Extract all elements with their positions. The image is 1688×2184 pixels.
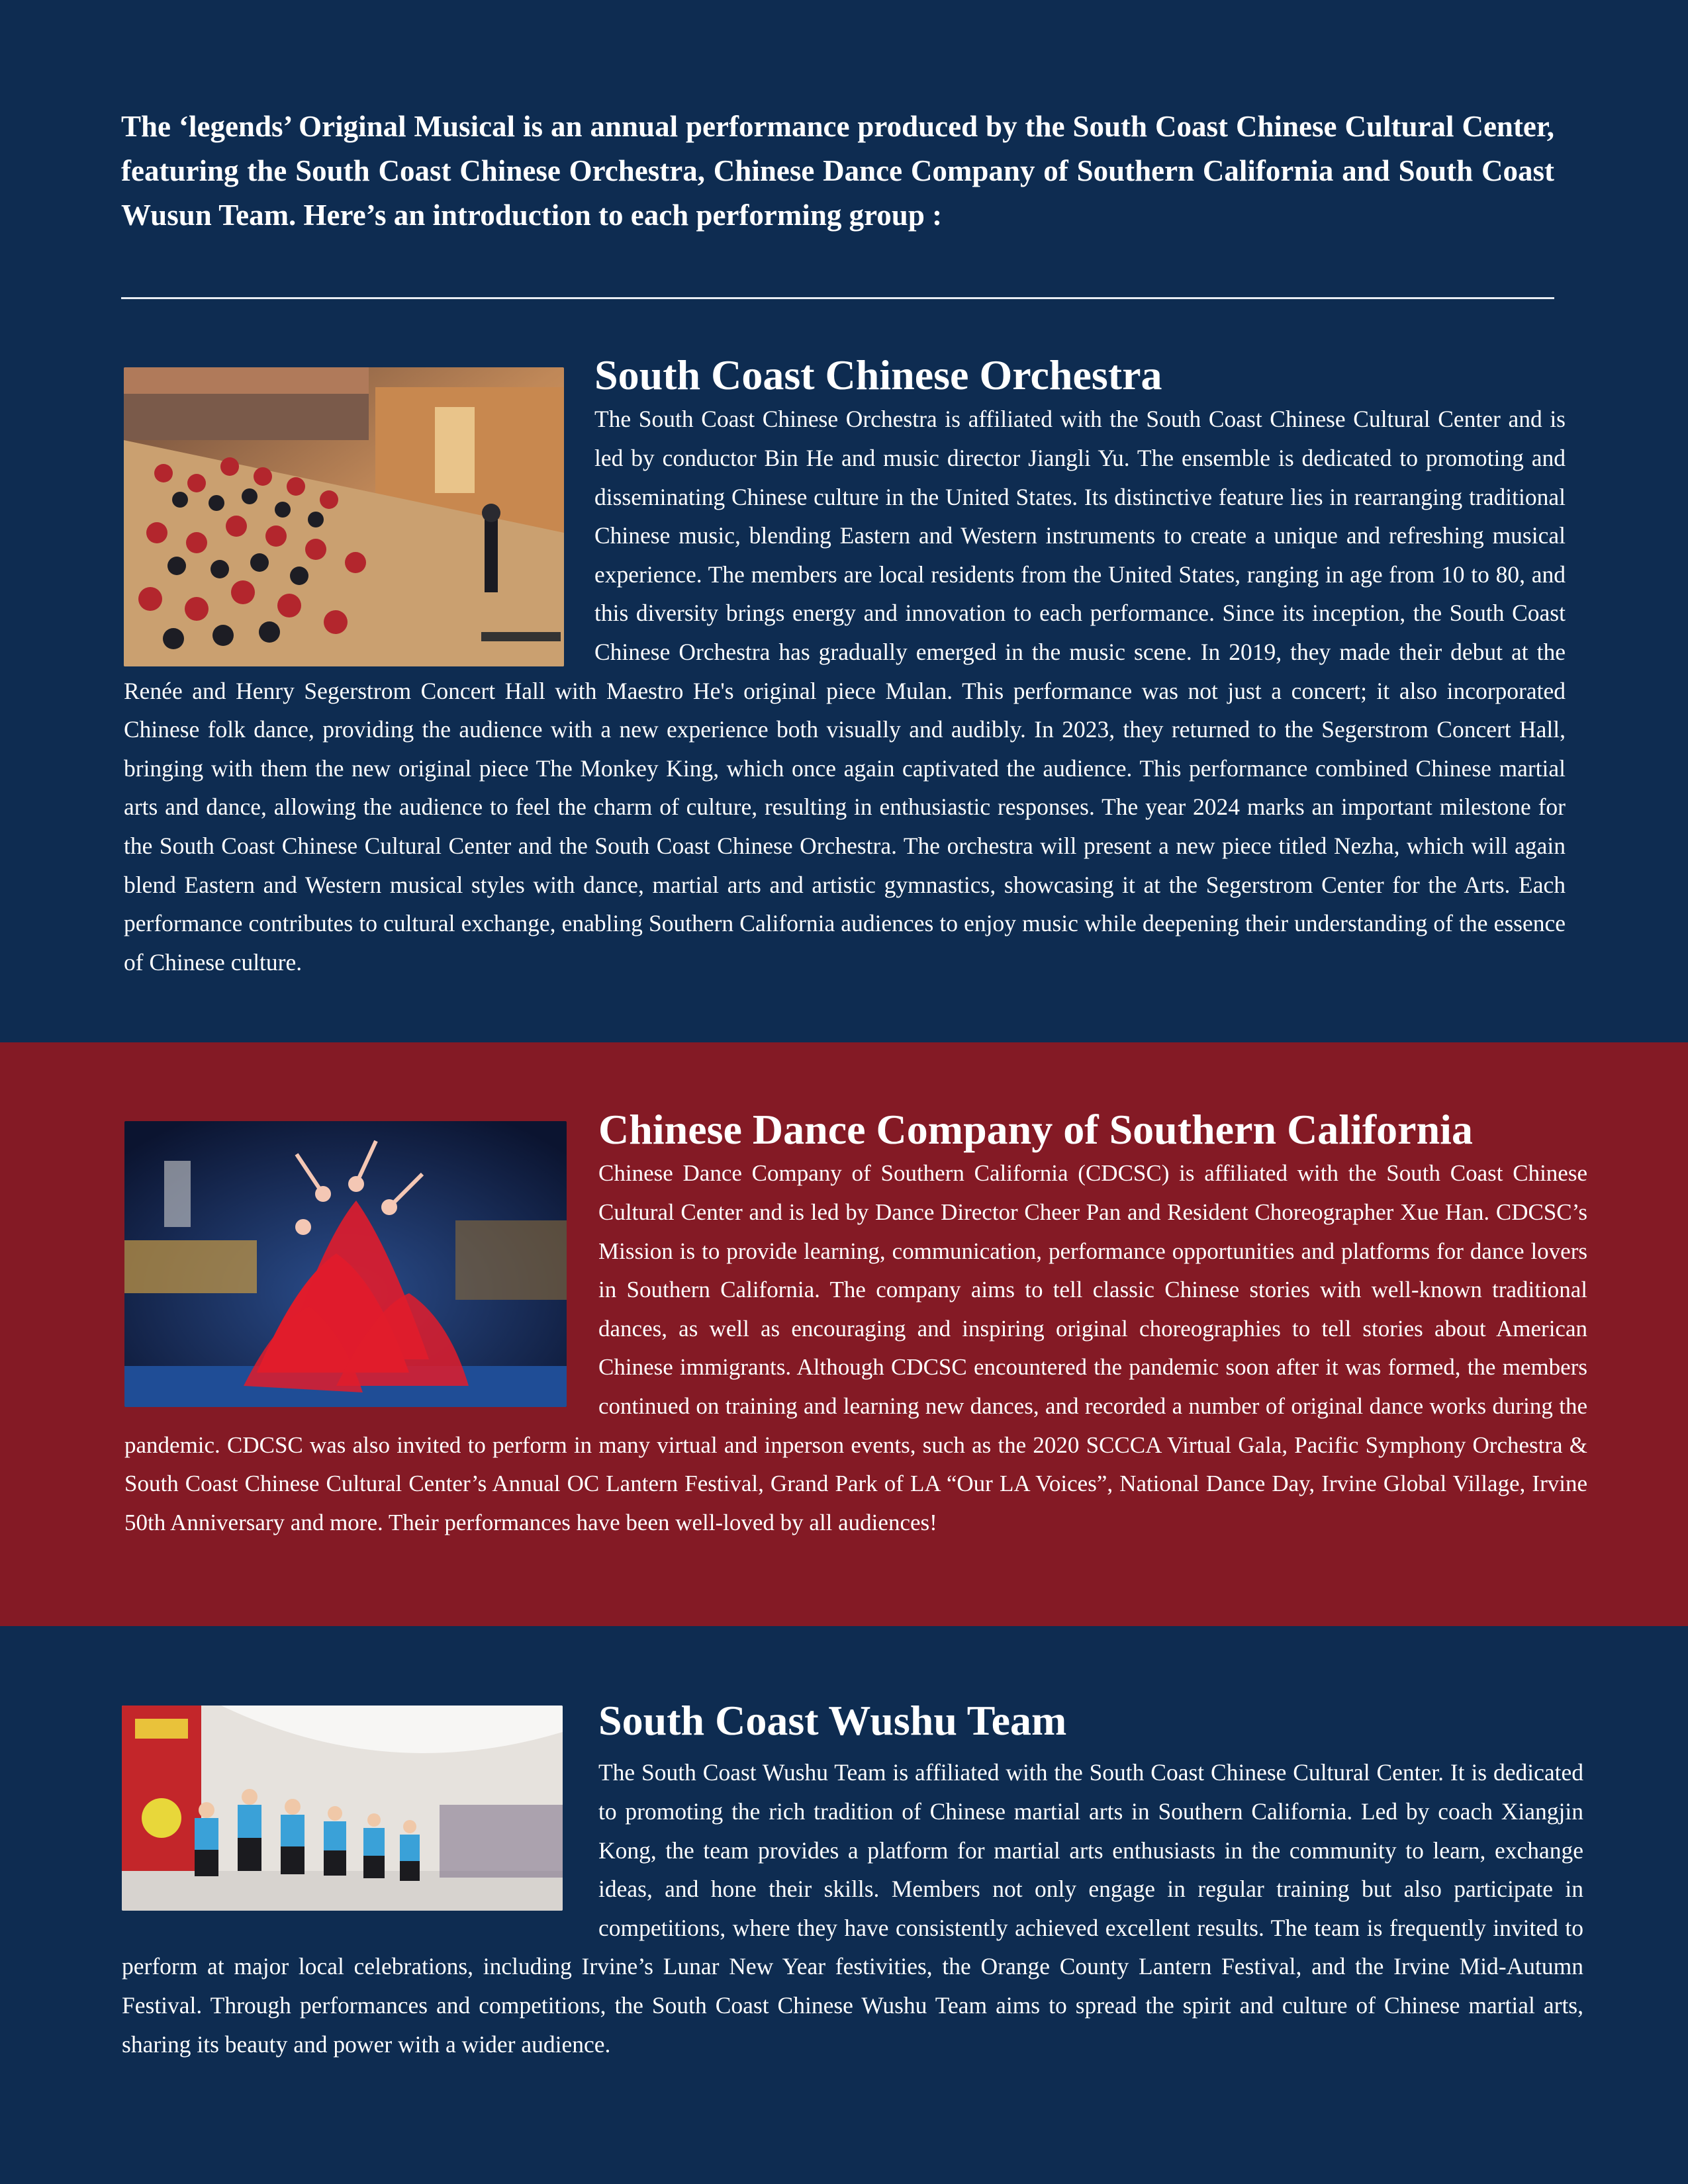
section-dance bbox=[124, 1105, 1587, 1542]
section-orchestra bbox=[124, 344, 1566, 981]
dance-photo bbox=[124, 1121, 567, 1407]
section-title: Chinese Dance Company of Southern California bbox=[598, 1106, 1473, 1153]
section-wushu bbox=[122, 1698, 1583, 2064]
section-body: The South Coast Chinese Orchestra is affiliated with the South Coast Chinese Cultural Center and is led by conductor Bin He and music director Jiangli Yu. The ensemble is dedicated to promoting and disseminating Chinese culture in the United States. Its distinctive feature lies in rearranging traditional Chinese music, blending Eastern and Western instruments to create a unique and refreshing musical experience. The members are local residents from the United States, ranging in age from 10 to 80, and this diversity brings energy and innovation to each performance. Since its inception, the South Coast Chinese Orchestra has gradually emerged in the music scene. In 2019, they made their debut at the Renée and Henry Segerstrom Concert Hall with Maestro He's original piece Mulan. This performance was not just a concert; it also incorporated Chinese folk dance, providing the audience with a new experience both visually and audibly. In 2023, they returned to the Segerstrom Concert Hall, bringing with them the new original piece The Monkey King, which once again captivated the audience. This performance combined Chinese martial arts and dance, allowing the audience to feel the charm of culture, resulting in enthusiastic responses. The year 2024 marks an important milestone for the South Coast Chinese Cultural Center and the South Coast Chinese Orchestra. The orchestra will present a new piece titled Nezha, which will again blend Eastern and Western musical styles with dance, martial arts and artistic gymnastics, showcasing it at the Segerstrom Center for the Arts. Each performance contributes to cultural exchange, enabling Southern California audiences to enjoy music while deepening their understanding of the essence of Chinese culture. bbox=[124, 406, 1566, 976]
section-title: South Coast Chinese Orchestra bbox=[594, 351, 1162, 398]
section-body: The South Coast Wushu Team is affiliated with the South Coast Chinese Cultural Center. It is dedicated to promoting the rich tradition of Chinese martial arts in Southern California. Led by coach Xiangjin Kong, the team provides a platform for martial arts enthusiasts in the community to learn, exchange ideas, and hone their skills. Members not only engage in regular training but also participate in competitions, where they have consistently achieved excellent results. The team is frequently invited to perform at major local celebrations, including Irvine’s Lunar New Year festivities, the Orange County Lantern Festival, and the Irvine Mid-Autumn Festival. Through performances and competitions, the South Coast Chinese Wushu Team aims to spread the spirit and culture of Chinese martial arts, sharing its beauty and power with a wider audience. bbox=[122, 1759, 1583, 2058]
section-title: South Coast Wushu Team bbox=[598, 1697, 1067, 1744]
intro-paragraph: The ‘legends’ Original Musical is an annual performance produced by the South Coast Chinese Cultural Center, featuring the South Coast Chinese Orchestra, Chinese Dance Company of Southern California and South Coast Wusun Team. Here’s an introduction to each performing group : bbox=[121, 110, 1554, 232]
wushu-photo bbox=[122, 1706, 563, 1911]
section-body: Chinese Dance Company of Southern California (CDCSC) is affiliated with the South Coast Chinese Cultural Center and is led by Dance Director Cheer Pan and Resident Choreographer Xue Han. CDCSC’s Mission is to provide learning, communication, performance opportunities and platforms for dance lovers in Southern California. The company aims to tell classic Chinese stories with well-known traditional dances, as well as encouraging and inspiring original choreographies to tell stories about American Chinese immigrants. Although CDCSC encountered the pandemic soon after it was formed, the members continued on training and learning new dances, and recorded a number of original dance works during the pandemic. CDCSC was also invited to perform in many virtual and inperson events, such as the 2020 SCCCA Virtual Gala, Pacific Symphony Orchestra & South Coast Chinese Cultural Center’s Annual OC Lantern Festival, Grand Park of LA “Our LA Voices”, National Dance Day, Irvine Global Village, Irvine 50th Anniversary and more. Their performances have been well-loved by all audiences! bbox=[124, 1160, 1587, 1535]
intro-divider bbox=[121, 297, 1554, 299]
orchestra-photo bbox=[124, 367, 564, 666]
